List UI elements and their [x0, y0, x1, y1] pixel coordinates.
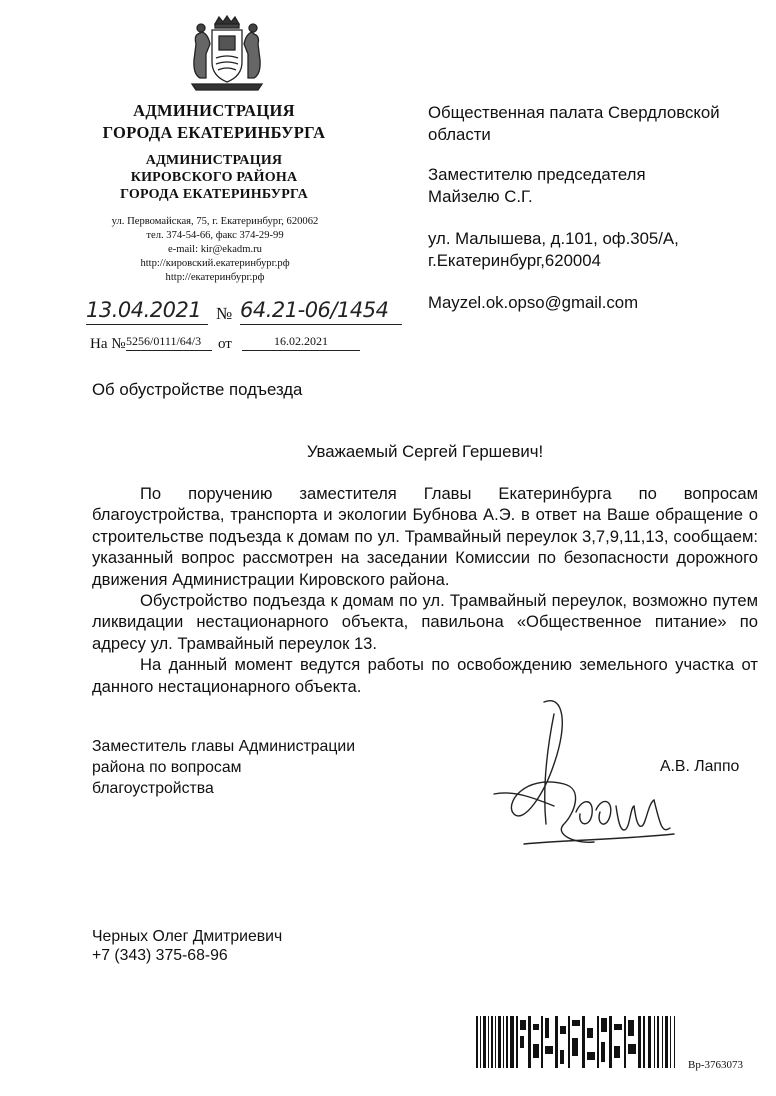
- dept-name-line3: ГОРОДА ЕКАТЕРИНБУРГА: [120, 187, 308, 202]
- org-phone: тел. 374-54-66, факс 374-29-99: [146, 230, 284, 241]
- recipient-email: Mayzel.ok.opso@gmail.com: [428, 293, 639, 312]
- recipient-org-line1: Общественная палата Свердловской: [428, 103, 720, 122]
- recipient-position: Заместителю председателя: [428, 165, 646, 184]
- signatory-title-line2: района по вопросам: [92, 759, 242, 776]
- signatory-title-line3: благоустройства: [92, 780, 214, 797]
- outgoing-number: 64.21-06/1454: [240, 298, 402, 325]
- dept-name-line1: АДМИНИСТРАЦИЯ: [145, 153, 283, 168]
- outgoing-number-label: №: [216, 304, 233, 323]
- letter-subject: Об обустройстве подъезда: [92, 380, 303, 399]
- body-paragraph-2: Обустройство подъезда к домам по ул. Трамвайный переулок, возможно путем ликвидации нестационарного объекта, павильона «Общественное питание» по адресу ул. Трамвайный переулок 13.: [92, 591, 758, 653]
- executor-name: Черных Олег Дмитриевич: [92, 928, 283, 945]
- incoming-label: На №: [90, 336, 126, 352]
- org-email: e-mail: kir@ekadm.ru: [168, 244, 262, 255]
- dept-name-line2: КИРОВСКОГО РАЙОНА: [130, 170, 298, 185]
- recipient-address-line2: г.Екатеринбург,620004: [428, 251, 601, 270]
- document-code: Вр-3763073: [688, 1059, 743, 1071]
- document-barcode: [476, 1016, 682, 1068]
- handwritten-signature: [484, 694, 694, 854]
- coat-of-arms-emblem: [188, 14, 266, 94]
- incoming-number: 5256/0111/64/3: [126, 334, 212, 351]
- signatory-title-line1: Заместитель главы Администрации: [92, 738, 356, 755]
- signatory-name: А.В. Лаппо: [660, 758, 740, 775]
- outgoing-date: 13.04.2021: [86, 298, 208, 325]
- incoming-from-label: от: [218, 336, 232, 352]
- body-paragraph-3: На данный момент ведутся работы по освобождению земельного участка от данного нестационарного объекта.: [92, 655, 758, 696]
- recipient-org-line2: области: [428, 125, 491, 144]
- recipient-address-line1: ул. Малышева, д.101, оф.305/А,: [428, 229, 679, 248]
- org-name-line2: ГОРОДА ЕКАТЕРИНБУРГА: [102, 123, 326, 142]
- org-website-1: http://кировский.екатеринбург.рф: [140, 258, 290, 269]
- executor-phone: +7 (343) 375-68-96: [92, 947, 228, 964]
- incoming-date: 16.02.2021: [242, 334, 360, 351]
- letter-body: [92, 483, 758, 697]
- org-address: ул. Первомайская, 75, г. Екатеринбург, 620062: [111, 216, 319, 227]
- recipient-name: Майзелю С.Г.: [428, 187, 533, 206]
- body-paragraph-1: По поручению заместителя Главы Екатеринбурга по вопросам благоустройства, транспорта и экологии Бубнова А.Э. в ответ на Ваше обращение о строительстве подъезда к домам по ул. Трамвайный переулок 3,7,9,11,13, сообщаем: указанный вопрос рассмотрен на заседании Комиссии по безопасности дорожного движения Администрации Кировского района.: [92, 484, 758, 589]
- salutation: Уважаемый Сергей Гершевич!: [306, 442, 544, 461]
- org-website-2: http://екатеринбург.рф: [165, 272, 265, 283]
- org-name-line1: АДМИНИСТРАЦИЯ: [133, 101, 295, 120]
